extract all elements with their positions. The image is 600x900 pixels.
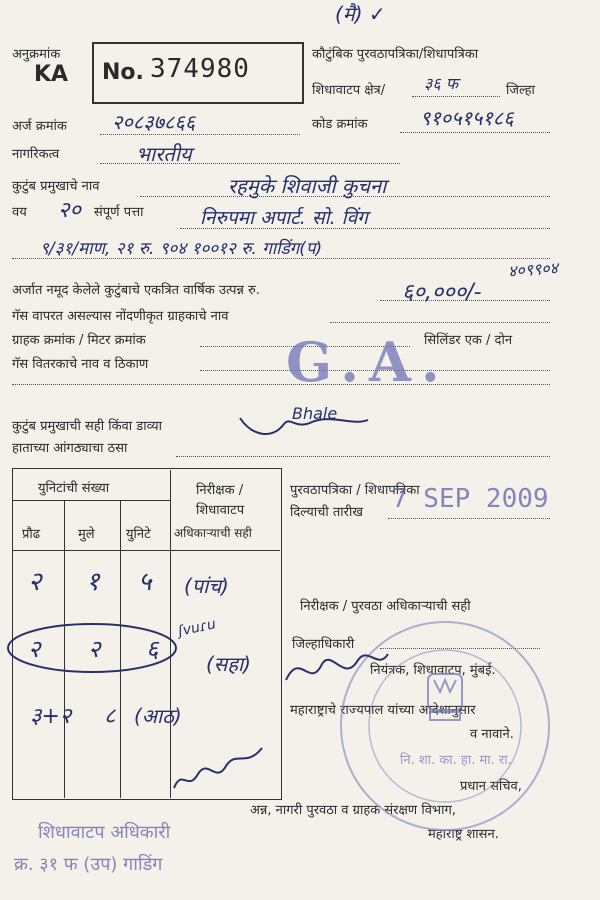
application-no-value: २०८३७८६६ xyxy=(112,110,196,134)
signature-label-1: कुटुंब प्रमुखाची सही किंवा डाव्या xyxy=(12,419,162,434)
address-line-1: निरुपमा अपार्ट. सो. विंग xyxy=(200,207,368,229)
consumer-no-label: ग्राहक क्रमांक / मिटर क्रमांक xyxy=(12,333,146,348)
income-label: अर्जात नमूद केलेले कुटुंबाचे एकत्रित वार्षिक उत्पन्न रु. xyxy=(12,283,260,298)
row2-initials: ʃvuɾu xyxy=(176,616,218,640)
inspector-sign-label: निरीक्षक / पुरवठा अधिकाऱ्याची सही xyxy=(300,599,471,614)
inspector-header-3: अधिकाऱ्याची सही xyxy=(174,526,252,540)
row2-note: (सहा) xyxy=(206,652,251,676)
svg-text:नि. शा. का. हा. मा. रा.: नि. शा. का. हा. मा. रा. xyxy=(400,753,512,768)
address-label: संपूर्ण पत्ता xyxy=(94,205,144,220)
distributor-label: गॅस वितरकाचे नाव व ठिकाण xyxy=(12,357,149,372)
income-value: ६०,०००/- xyxy=(402,280,482,305)
application-no-label: अर्ज क्रमांक xyxy=(12,119,67,134)
row3-note: (आठ) xyxy=(134,704,182,728)
head-name-value: रहमुके शिवाजी कुचना xyxy=(228,174,387,198)
area-label: शिधावाटप क्षेत्र/ xyxy=(312,83,386,98)
government-label: महाराष्ट्र शासन. xyxy=(428,827,499,842)
bottom-stamp-line-2: क्र. ३१ फ (उप) गाडिंग xyxy=(14,854,163,875)
gas-name-label: गॅस वापरत असल्यास नोंदणीकृत ग्राहकाचे नाव xyxy=(12,309,229,324)
code-no-value: ९१०५१५१८६ xyxy=(420,106,514,130)
ga-stamp: G.A. xyxy=(286,330,450,394)
address-line-3: ४०९९०४ xyxy=(507,258,559,281)
cylinder-label: सिलिंडर एक / दोन xyxy=(424,333,513,348)
row3-units: ८ xyxy=(104,704,116,729)
area-value: ३६ फ xyxy=(424,74,459,93)
row2-units: ६ xyxy=(146,635,159,663)
inspector-header-2: शिधावाटप xyxy=(196,503,245,518)
col-child: मुले xyxy=(78,527,95,542)
row3-adult: ३+२ xyxy=(30,704,72,729)
citizenship-value: भारतीय xyxy=(136,142,192,166)
row1-adult: २ xyxy=(28,567,42,597)
row2-adult: २ xyxy=(28,635,41,663)
number-prefix: No. xyxy=(102,60,144,85)
code-no-label: कोड क्रमांक xyxy=(312,117,368,132)
age-value: २० xyxy=(58,198,81,223)
district-label: जिल्हा xyxy=(506,83,535,98)
principal-secretary: प्रधान सचिव, xyxy=(460,779,522,794)
order-line-2: व नावाने. xyxy=(470,727,514,742)
row3-signature xyxy=(168,728,268,798)
row1-child: १ xyxy=(86,567,100,597)
citizenship-label: नागरिकत्व xyxy=(12,147,60,162)
bottom-stamp-line-1: शिधावाटप अधिकारी xyxy=(38,822,171,843)
inspector-header-1: निरीक्षक / xyxy=(196,483,244,498)
row1-note: (पांच) xyxy=(184,574,229,598)
serial-number-box xyxy=(92,42,304,104)
inspector-initials xyxy=(282,640,392,700)
age-label: वय xyxy=(12,205,27,220)
col-units: युनिटे xyxy=(126,527,151,542)
signature-stroke xyxy=(232,400,372,440)
head-name-label: कुटुंब प्रमुखाचे नाव xyxy=(12,179,100,194)
controller-label: नियंत्रक, शिधावाटप, मुंबई. xyxy=(370,663,496,678)
serial-label: अनुक्रमांक xyxy=(12,47,61,62)
issue-date-label-1: पुरवठापत्रिका / शिधापत्रिका xyxy=(290,483,420,498)
order-line-1: महाराष्ट्राचे राज्यपाल यांच्या आदेशानुसार xyxy=(290,703,476,718)
col-adult: प्रौढ xyxy=(22,527,41,542)
card-type: कौटुंबिक पुरवठापत्रिका/शिधापत्रिका xyxy=(312,47,479,62)
corner-initials: (मै) ✓ xyxy=(335,2,386,26)
collector-label: जिल्हाधिकारी xyxy=(292,637,355,652)
serial-number: 374980 xyxy=(150,54,250,84)
department-label: अन्न, नागरी पुरवठा व ग्राहक संरक्षण विभाग, xyxy=(250,803,456,818)
series-code: KA xyxy=(34,62,69,87)
row1-units: ५ xyxy=(138,567,152,597)
address-line-2: ९/३१/माण, २१ रु. ९०४ १००१२ रु. गाडिंग(प) xyxy=(40,239,323,259)
issue-date-stamp: 7 SEP 2009 xyxy=(392,484,549,514)
units-title: युनिटांची संख्या xyxy=(38,481,110,496)
row2-child: २ xyxy=(88,635,101,663)
head-signature: Bhale xyxy=(292,404,338,423)
issue-date-label-2: दिल्याची तारीख xyxy=(290,505,363,520)
signature-label-2: हाताच्या आंगठ्याचा ठसा xyxy=(12,441,128,456)
